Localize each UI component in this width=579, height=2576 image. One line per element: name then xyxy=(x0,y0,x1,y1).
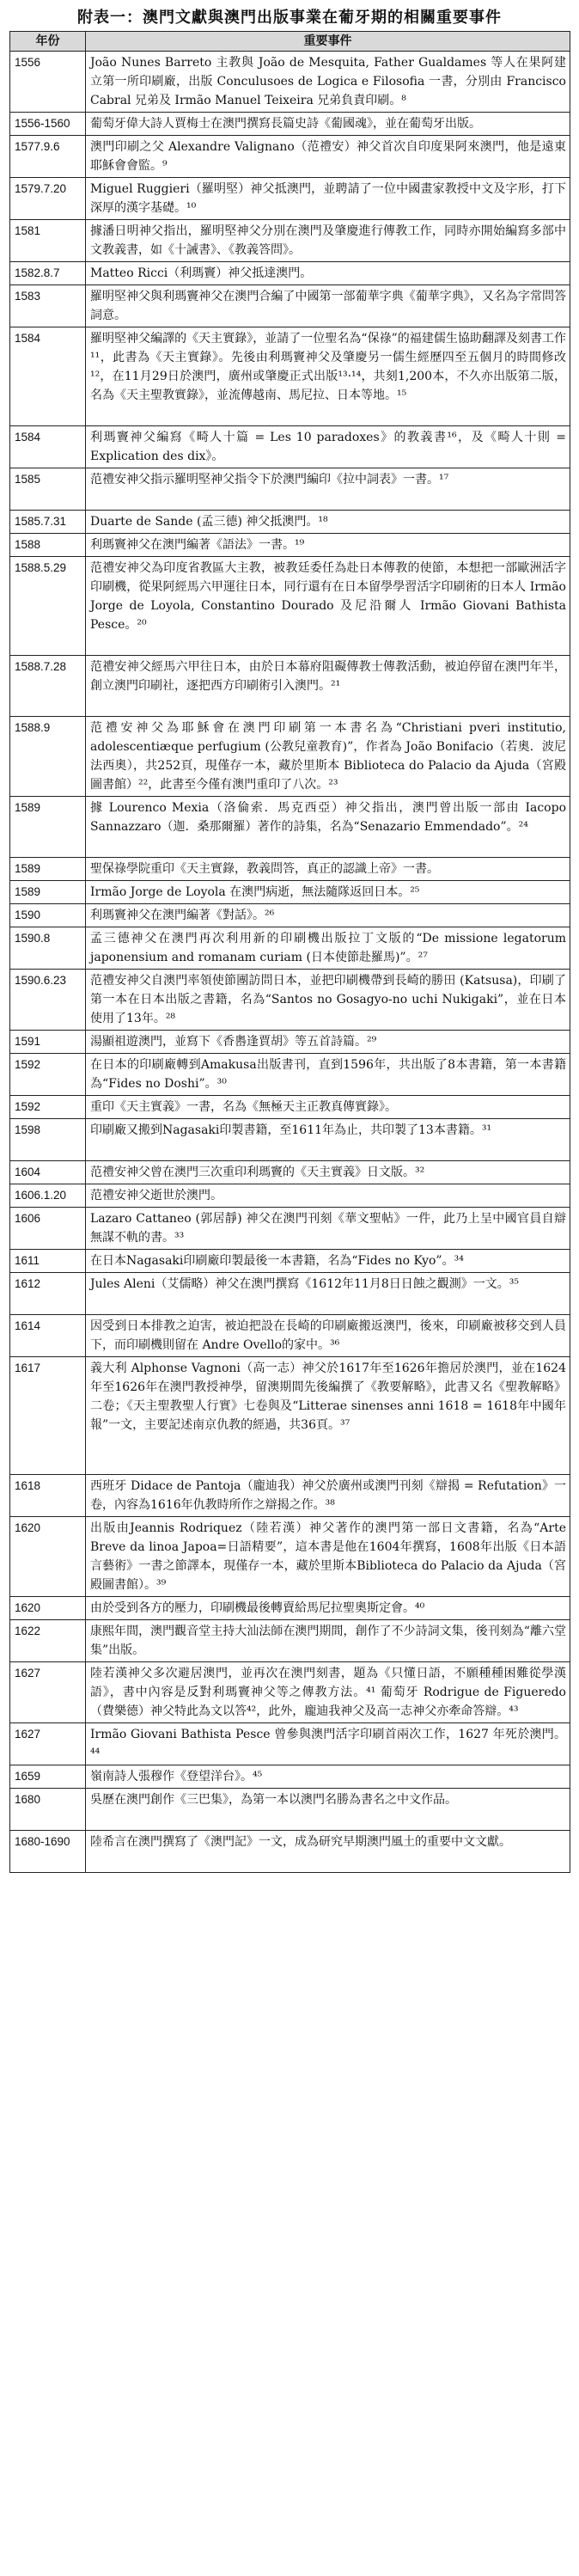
table-row xyxy=(10,557,570,656)
event-cell: 利瑪竇神父編寫《畸人十篇 = Les 10 paradoxes》的教義書¹⁶，及《畸人十則 = Explication des dix》。 xyxy=(86,426,570,468)
event-cell: 范禮安神父逝世於澳門。 xyxy=(86,1184,570,1208)
year-cell: 1592 xyxy=(10,1096,86,1119)
year-cell: 1588.5.29 xyxy=(10,557,86,656)
event-cell: 在日本的印刷廠轉到Amakusa出版書刊，直到1596年，共出版了8本書籍，第一本書籍為“Fides no Doshi”。³⁰ xyxy=(86,1054,570,1096)
page-title: 附表一：澳門文獻與澳門出版事業在葡牙期的相關重要事件 xyxy=(77,9,502,27)
event-cell: 在日本Nagasaki印刷廠印製最後一本書籍，名為“Fides no Kyo”。³⁴ xyxy=(86,1250,570,1273)
event-cell: Jules Aleni（艾儒略）神父在澳門撰寫《1612年11月8日日蝕之觀測》一文。³⁵ xyxy=(86,1273,570,1315)
year-cell: 1591 xyxy=(10,1031,86,1054)
table-row xyxy=(10,1765,570,1789)
table-row xyxy=(10,881,570,904)
event-cell: 陸希言在澳門撰寫了《澳門記》一文，成為研究早期澳門風土的重要中文文獻。 xyxy=(86,1831,570,1873)
table-row xyxy=(10,327,570,426)
event-cell: 據 Lourenco Mexia（洛倫索．馬克西亞）神父指出，澳門曾出版一部由 Iacopo Sannazzaro（迦．桑那爾羅）著作的詩集，名為“Senazario Emmendado”。²⁴ xyxy=(86,797,570,858)
event-cell: 義大利 Alphonse Vagnoni（高一志）神父於1617年至1626年擔居於澳門，並在1624年至1626年在澳門教授神學，留澳期間先後編撰了《教要解略》，此書又名《聖教解略》二卷；《天主聖教聖人行實》七卷與及“Litterae sinenses anni 1618 = 1618年中國年報”一文，主要記述南京仇教的經過，共36頁。³⁷ xyxy=(86,1357,570,1475)
table-row xyxy=(10,1054,570,1096)
year-cell: 1582.8.7 xyxy=(10,262,86,285)
year-cell: 1590 xyxy=(10,904,86,927)
year-cell: 1581 xyxy=(10,220,86,262)
table-row xyxy=(10,1031,570,1054)
table-row xyxy=(10,426,570,468)
table-row xyxy=(10,970,570,1031)
year-cell: 1577.9.6 xyxy=(10,136,86,178)
event-cell: 因受到日本排教之迫害，被迫把設在長崎的印刷廠搬返澳門，後來，印刷廠被移交到人員下，而印刷機則留在 Andre Ovello的家中。³⁶ xyxy=(86,1315,570,1357)
year-cell: 1579.7.20 xyxy=(10,178,86,220)
table-row xyxy=(10,285,570,327)
event-cell: Lazaro Cattaneo (郭居靜) 神父在澳門刊刻《華文聖帖》一件，此乃上呈中國官員自辯無謀不軌的書。³³ xyxy=(86,1208,570,1250)
table-row xyxy=(10,1184,570,1208)
table-row xyxy=(10,534,570,557)
year-cell: 1590.6.23 xyxy=(10,970,86,1031)
year-cell: 1584 xyxy=(10,327,86,426)
year-cell: 1598 xyxy=(10,1119,86,1161)
year-cell: 1622 xyxy=(10,1620,86,1662)
table-row xyxy=(10,1831,570,1873)
year-cell: 1589 xyxy=(10,881,86,904)
year-cell: 1617 xyxy=(10,1357,86,1475)
table-row xyxy=(10,1250,570,1273)
event-cell: 重印《天主實義》一書，名為《無極天主正教真傳實錄》。 xyxy=(86,1096,570,1119)
year-cell: 1556 xyxy=(10,52,86,113)
table-row xyxy=(10,220,570,262)
table-row xyxy=(10,656,570,717)
year-cell: 1659 xyxy=(10,1765,86,1789)
event-cell: 葡萄牙偉大詩人賈梅士在澳門撰寫長篇史詩《葡國魂》，並在葡萄牙出版。 xyxy=(86,113,570,136)
table-row xyxy=(10,1475,570,1517)
year-cell: 1585 xyxy=(10,468,86,511)
event-cell: 據潘日明神父指出，羅明堅神父分別在澳門及肇慶進行傳教工作，同時亦開始編寫多部中文教義書，如《十誡書》、《教義答問》。 xyxy=(86,220,570,262)
table-row xyxy=(10,511,570,534)
event-cell: Miguel Ruggieri（羅明堅）神父抵澳門，並聘請了一位中國畫家教授中文及字形，打下深厚的漢字基礎。¹⁰ xyxy=(86,178,570,220)
table-row xyxy=(10,52,570,113)
event-cell: 聖保祿學院重印《天主實錄，教義問答，真正的認識上帝》一書。 xyxy=(86,858,570,881)
table-row xyxy=(10,1273,570,1315)
event-cell: Matteo Ricci（利瑪竇）神父抵達澳門。 xyxy=(86,262,570,285)
year-cell: 1590.8 xyxy=(10,927,86,970)
event-cell: 范禮安神父曾在澳門三次重印利瑪竇的《天主實義》日文版。³² xyxy=(86,1161,570,1184)
event-cell: 范禮安神父經馬六甲往日本，由於日本幕府阻礙傳教士傳教活動，被迫停留在澳門年半，創立澳門印刷社，逐把西方印刷術引入澳門。²¹ xyxy=(86,656,570,717)
year-cell: 1612 xyxy=(10,1273,86,1315)
table-row xyxy=(10,1620,570,1662)
year-cell: 1620 xyxy=(10,1517,86,1597)
table-row xyxy=(10,927,570,970)
event-cell: 孟三德神父在澳門再次利用新的印刷機出版拉丁文版的“De missione legatorum japonensium and romanam curiam (日本使節赴羅馬)”。²⁷ xyxy=(86,927,570,970)
event-cell: 出版由Jeannis Rodriquez（陸若漢）神父著作的澳門第一部日文書籍，名為“Arte Breve da linoa Japoa=日語精要”，這本書是他在1604年撰寫，1608年出版《日本語言藝術》一書之節譯本，現僅存一本，藏於里斯本Biblioteca do Palacio da Ajuda（宮殿圖書館）。³⁹ xyxy=(86,1517,570,1597)
year-cell: 1627 xyxy=(10,1723,86,1765)
year-cell: 1588 xyxy=(10,534,86,557)
table-row xyxy=(10,1315,570,1357)
table-row xyxy=(10,113,570,136)
event-column-header: 重要事件 xyxy=(86,32,570,52)
event-cell: 范禮安神父自澳門率領使節團訪問日本，並把印刷機帶到長崎的勝田 (Katsusa)，印刷了第一本在日本出版之書籍，名為“Santos no Gosagyo-no uchi Nukigaki”，並在日本使用了13年。²⁸ xyxy=(86,970,570,1031)
table-row xyxy=(10,797,570,858)
table-header-row xyxy=(10,32,570,52)
year-column-header: 年份 xyxy=(10,32,86,52)
year-cell: 1592 xyxy=(10,1054,86,1096)
year-cell: 1604 xyxy=(10,1161,86,1184)
event-cell: Duarte de Sande (孟三德) 神父抵澳門。¹⁸ xyxy=(86,511,570,534)
year-cell: 1627 xyxy=(10,1662,86,1723)
table-row xyxy=(10,178,570,220)
table-row xyxy=(10,858,570,881)
year-cell: 1618 xyxy=(10,1475,86,1517)
event-cell: 嶺南詩人張穆作《登望洋台》。⁴⁵ xyxy=(86,1765,570,1789)
table-row xyxy=(10,904,570,927)
event-cell: 范禮安神父為印度省教區大主教，被教廷委任為赴日本傳教的使節，本想把一部歐洲活字印刷機，從果阿經馬六甲運往日本，同行還有在日本留學學習活字印刷術的日本人 Irmão Jorge de Loyola, Constantino Dourado 及尼沿爾人 Irmão Giovani Bathista Pesce。²⁰ xyxy=(86,557,570,656)
event-cell: 陸若漢神父多次避居澳門，並再次在澳門刻書，題為《只懂日語，不願種種困難從學漢語》，書中內容是反對利瑪竇神父等之傳教方法。⁴¹ 葡萄牙 Rodrigue de Figueredo（費樂德）神父特此為文以答⁴²，此外，龐迪我神父及高一志神父亦牽命答辯。⁴³ xyxy=(86,1662,570,1723)
year-cell: 1556-1560 xyxy=(10,113,86,136)
table-row xyxy=(10,717,570,797)
table-row xyxy=(10,1161,570,1184)
year-cell: 1589 xyxy=(10,858,86,881)
year-cell: 1589 xyxy=(10,797,86,858)
year-cell: 1606.1.20 xyxy=(10,1184,86,1208)
event-cell: 印刷廠又搬到Nagasaki印製書籍，至1611年為止，共印製了13本書籍。³¹ xyxy=(86,1119,570,1161)
event-cell: 吳歷在澳門創作《三巴集》，為第一本以澳門名勝為書名之中文作品。 xyxy=(86,1789,570,1831)
year-cell: 1680 xyxy=(10,1789,86,1831)
table-row xyxy=(10,1517,570,1597)
table-row xyxy=(10,468,570,511)
year-cell: 1606 xyxy=(10,1208,86,1250)
year-cell: 1611 xyxy=(10,1250,86,1273)
table-row xyxy=(10,262,570,285)
table-row xyxy=(10,1096,570,1119)
table-body xyxy=(10,52,570,1873)
event-cell: 羅明堅神父與利瑪竇神父在澳門合編了中國第一部葡華字典《葡華字典》，又名為字常問答詞意。 xyxy=(86,285,570,327)
event-cell: 利瑪竇神父在澳門編著《語法》一書。¹⁹ xyxy=(86,534,570,557)
event-cell: Irmão Giovani Bathista Pesce 曾參與澳門活字印刷首兩次工作，1627 年死於澳門。⁴⁴ xyxy=(86,1723,570,1765)
year-cell: 1585.7.31 xyxy=(10,511,86,534)
table-row xyxy=(10,1723,570,1765)
table-row xyxy=(10,1357,570,1475)
table-row xyxy=(10,1789,570,1831)
event-cell: 澳門印刷之父 Alexandre Valignano（范禮安）神父首次自印度果阿來澳門，他是遠東耶穌會會監。⁹ xyxy=(86,136,570,178)
event-cell: Irmão Jorge de Loyola 在澳門病逝，無法隨隊返回日本。²⁵ xyxy=(86,881,570,904)
table-row xyxy=(10,1662,570,1723)
event-cell: 范禮安神父指示羅明堅神父指令下於澳門編印《拉中詞表》一書。¹⁷ xyxy=(86,468,570,511)
event-cell: 康熙年間，澳門觀音堂主持大汕法師在澳門期間，創作了不少詩詞文集，後刊刻為“離六堂集”出版。 xyxy=(86,1620,570,1662)
events-table xyxy=(9,31,570,1873)
year-cell: 1620 xyxy=(10,1597,86,1620)
year-cell: 1588.9 xyxy=(10,717,86,797)
event-cell: 羅明堅神父編譯的《天主實錄》，並請了一位聖名為“保祿”的福建儒生協助翻譯及刻書工作¹¹，此書為《天主實錄》。先後由利瑪竇神父及肇慶另一儒生經歷四至五個月的時間修改¹²，在11月29日於澳門，廣州或肇慶正式出版¹³·¹⁴，共刻1,200本，不久亦出版第二版，名為《天主聖教實錄》，並流傳越南、馬尼拉、日本等地。¹⁵ xyxy=(86,327,570,426)
table-row xyxy=(10,1597,570,1620)
event-cell: 范禮安神父為耶穌會在澳門印刷第一本書名為“Christiani pveri institutio, adolescentiæque perfugium (公教兒童教育)”，作者為 João Bonifacio（若奧．波尼法西奧），共252頁，現僅存一本，藏於里斯本 Biblioteca do Palacio da Ajuda（宮殿圖書館）²²，此書至今僅有澳門重印了八次。²³ xyxy=(86,717,570,797)
year-cell: 1588.7.28 xyxy=(10,656,86,717)
table-row xyxy=(10,1119,570,1161)
table-row xyxy=(10,136,570,178)
event-cell: 利瑪竇神父在澳門編著《對話》。²⁶ xyxy=(86,904,570,927)
year-cell: 1680-1690 xyxy=(10,1831,86,1873)
event-cell: 湯顯祖遊澳門，並寫下《香嶴逢賈胡》等五首詩篇。²⁹ xyxy=(86,1031,570,1054)
event-cell: 西班牙 Didace de Pantoja（龐迪我）神父於廣州或澳門刊刻《辯揭 = Refutation》一卷，內容為1616年仇教時所作之辯揭之作。³⁸ xyxy=(86,1475,570,1517)
event-cell: João Nunes Barreto 主教與 João de Mesquita, Father Gualdames 等人在果阿建立第一所印刷廠，出版 Conculusoes de Logica e Filosofia 一書，分別由 Francisco Cabral 兄弟及 Irmão Manuel Teixeira 兄弟負責印刷。⁸ xyxy=(86,52,570,113)
year-cell: 1614 xyxy=(10,1315,86,1357)
table-row xyxy=(10,1208,570,1250)
year-cell: 1584 xyxy=(10,426,86,468)
event-cell: 由於受到各方的壓力，印刷機最後轉賣給馬尼拉聖奧斯定會。⁴⁰ xyxy=(86,1597,570,1620)
year-cell: 1583 xyxy=(10,285,86,327)
